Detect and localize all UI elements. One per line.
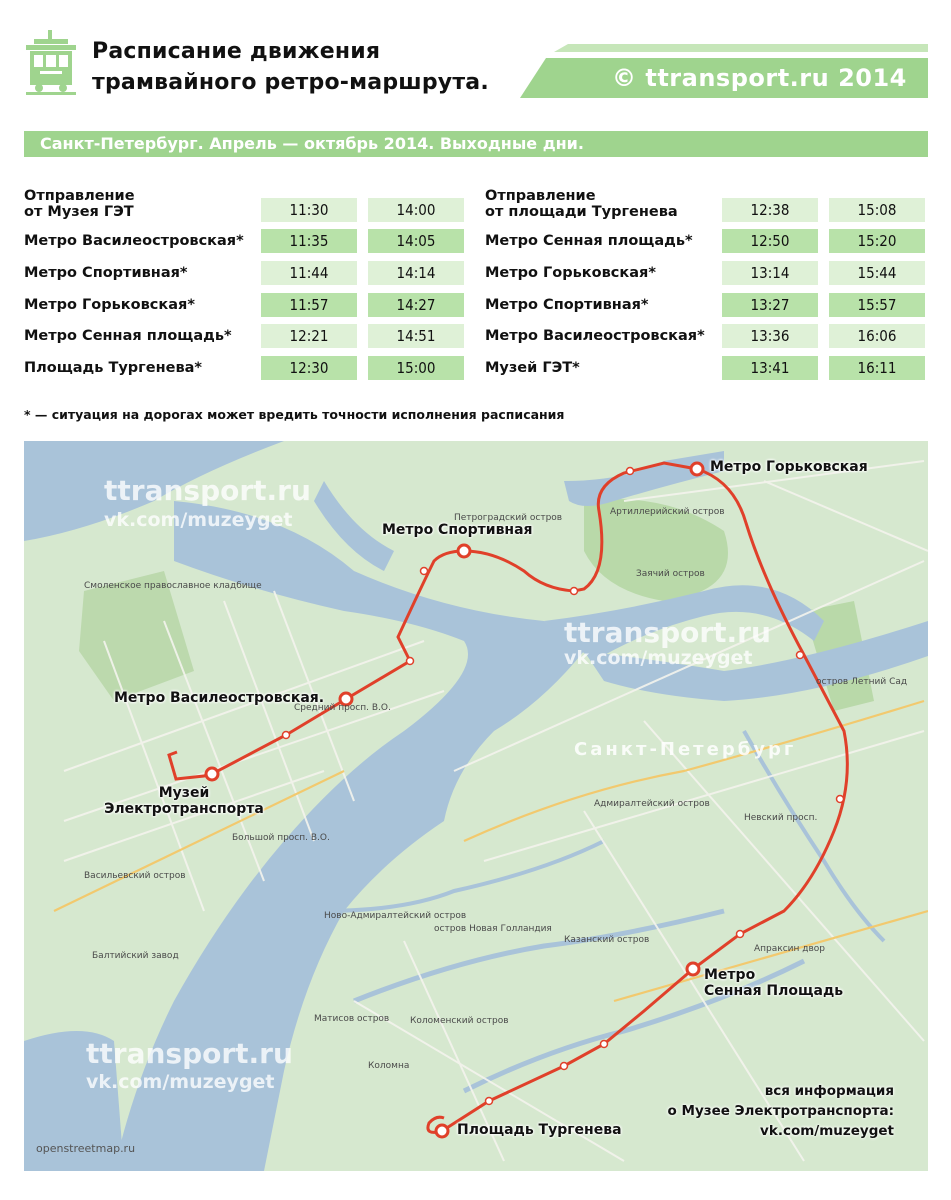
watermark-site: ttransport.ru xyxy=(86,1037,293,1070)
place-label: Смоленское православное кладбище xyxy=(84,581,262,591)
footnote: * — ситуация на дорогах может вредить точности исполнения расписания xyxy=(24,407,565,422)
station-marker-museum xyxy=(206,768,218,780)
time-cell: 16:11 xyxy=(829,356,925,380)
stop-header-left xyxy=(24,188,135,220)
stop-name: Площадь Тургенева* xyxy=(24,360,202,376)
stop-name: Метро Василеостровская* xyxy=(24,233,244,249)
time-cell: 11:30 xyxy=(261,198,357,222)
station-label-museum-line1: Музей xyxy=(158,785,210,801)
info-line2: о Музее Электротранспорта: xyxy=(667,1103,894,1119)
tram-logo-icon xyxy=(24,30,78,96)
place-label: Ново-Адмиралтейский остров xyxy=(324,911,467,921)
place-label: Большой просп. В.О. xyxy=(232,833,330,843)
time-cell: 13:14 xyxy=(722,261,818,285)
stop-name: Метро Василеостровская* xyxy=(485,328,705,344)
stop-header-line1: Отправление xyxy=(485,188,596,204)
time-cell: 11:35 xyxy=(261,229,357,253)
watermark-vk: vk.com/muzeyget xyxy=(104,509,293,531)
time-cell: 12:38 xyxy=(722,198,818,222)
time-cell: 15:20 xyxy=(829,229,925,253)
subtitle-text: Санкт-Петербург. Апрель — октябрь 2014. Выходные дни. xyxy=(40,134,584,153)
page-title xyxy=(92,36,489,98)
station-label-museum xyxy=(100,785,268,817)
place-label: остров Новая Голландия xyxy=(434,924,552,934)
place-label: Артиллерийский остров xyxy=(610,507,725,517)
time-cell: 15:00 xyxy=(368,356,464,380)
station-marker-sportivnaya xyxy=(458,545,470,557)
time-cell: 11:44 xyxy=(261,261,357,285)
time-cell: 13:36 xyxy=(722,324,818,348)
place-label: Адмиралтейский остров xyxy=(594,799,710,809)
station-marker-sennaya xyxy=(687,963,699,975)
station-label-sportivnaya: Метро Спортивная xyxy=(382,522,533,538)
time-cell: 15:08 xyxy=(829,198,925,222)
place-label: Средний просп. В.О. xyxy=(294,703,391,713)
place-label: остров Летний Сад xyxy=(816,677,908,687)
title-line1: Расписание движения xyxy=(92,39,381,64)
time-cell: 12:50 xyxy=(722,229,818,253)
city-label: Санкт-Петербург xyxy=(574,739,797,760)
station-label-gorkovskaya: Метро Горьковская xyxy=(710,459,868,475)
station-label-sennaya-line1: Метро xyxy=(704,967,756,983)
time-cell: 13:27 xyxy=(722,293,818,317)
place-label: Петроградский остров xyxy=(454,513,563,523)
stop-header-line2: от площади Тургенева xyxy=(485,204,678,220)
time-cell: 14:05 xyxy=(368,229,464,253)
station-label-turgenev: Площадь Тургенева xyxy=(457,1122,622,1138)
time-cell: 15:57 xyxy=(829,293,925,317)
stop-name: Метро Горьковская* xyxy=(485,265,656,281)
time-cell: 12:30 xyxy=(261,356,357,380)
place-label: Заячий остров xyxy=(636,569,705,579)
place-label: Апраксин двор xyxy=(754,944,825,954)
station-marker-gorkovskaya xyxy=(691,463,703,475)
stop-header-line2: от Музея ГЭТ xyxy=(24,204,134,220)
time-cell: 14:14 xyxy=(368,261,464,285)
title-line2: трамвайного ретро-маршрута. xyxy=(92,70,489,95)
stop-name: Метро Спортивная* xyxy=(24,265,188,281)
station-marker-turgenev xyxy=(436,1125,448,1137)
stop-name: Метро Горьковская* xyxy=(24,297,195,313)
time-cell: 14:51 xyxy=(368,324,464,348)
stop-name: Метро Спортивная* xyxy=(485,297,649,313)
time-cell: 13:41 xyxy=(722,356,818,380)
stop-name: Метро Сенная площадь* xyxy=(24,328,232,344)
place-label: Казанский остров xyxy=(564,935,650,945)
watermark-site: ttransport.ru xyxy=(564,616,771,649)
place-label: Матисов остров xyxy=(314,1014,390,1024)
station-label-museum-line2: Электротранспорта xyxy=(104,801,264,817)
place-label: Коломенский остров xyxy=(410,1016,509,1026)
info-line3[interactable]: vk.com/muzeyget xyxy=(760,1123,894,1139)
stop-header-right xyxy=(485,188,678,220)
info-line1: вся информация xyxy=(764,1083,894,1099)
stop-name: Музей ГЭТ* xyxy=(485,360,580,376)
copyright-text: © ttransport.ru 2014 xyxy=(612,64,907,92)
time-cell: 11:57 xyxy=(261,293,357,317)
stop-name: Метро Сенная площадь* xyxy=(485,233,693,249)
station-label-vasileostrovskaya: Метро Василеостровская. xyxy=(114,690,325,706)
stop-header-line1: Отправление xyxy=(24,188,135,204)
station-label-sennaya-line2: Сенная Площадь xyxy=(704,983,844,999)
watermark-site: ttransport.ru xyxy=(104,474,311,507)
time-cell: 15:44 xyxy=(829,261,925,285)
place-label: Васильевский остров xyxy=(84,871,186,881)
place-label: Коломна xyxy=(368,1061,410,1071)
place-label: Невский просп. xyxy=(744,813,818,823)
watermark-vk: vk.com/muzeyget xyxy=(86,1071,275,1093)
time-cell: 14:00 xyxy=(368,198,464,222)
museum-info xyxy=(668,1081,894,1141)
station-label-sennaya xyxy=(704,967,843,999)
route-map[interactable] xyxy=(24,441,928,1171)
place-label: Балтийский завод xyxy=(92,951,179,961)
time-cell: 12:21 xyxy=(261,324,357,348)
time-cell: 16:06 xyxy=(829,324,925,348)
time-cell: 14:27 xyxy=(368,293,464,317)
watermark-vk: vk.com/muzeyget xyxy=(564,647,753,669)
map-credit: openstreetmap.ru xyxy=(36,1142,136,1155)
